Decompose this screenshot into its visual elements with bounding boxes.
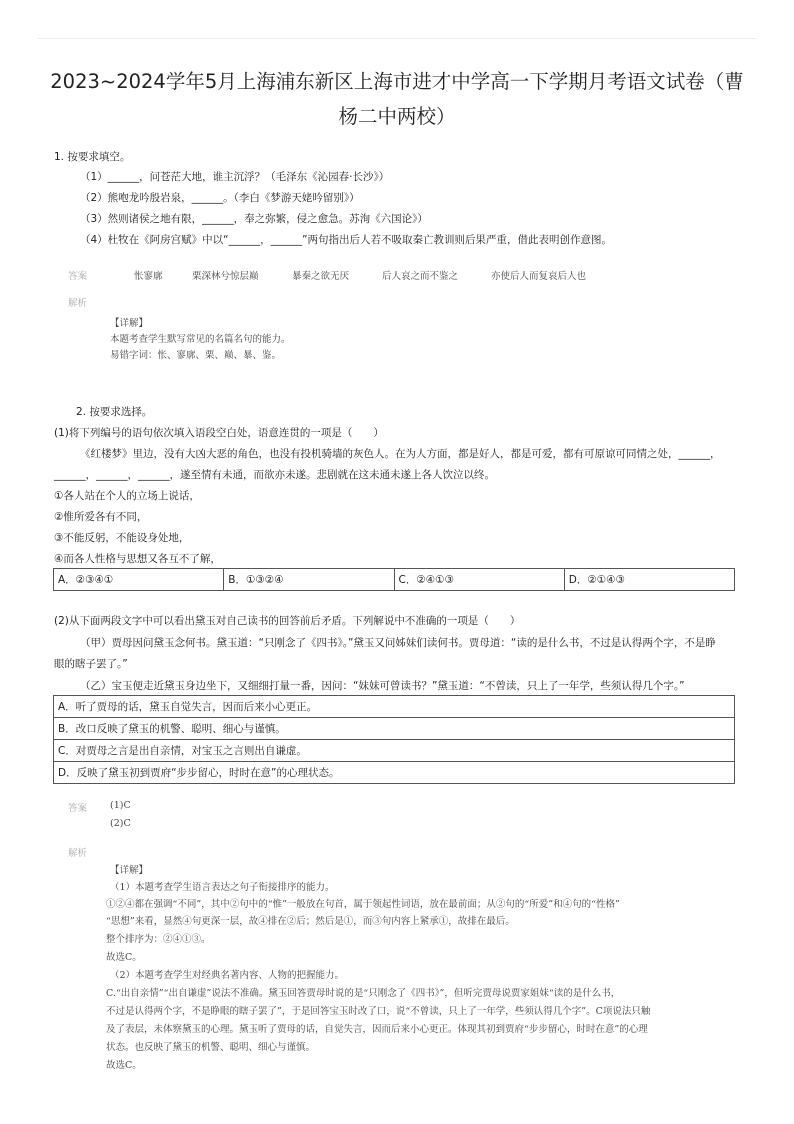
q2-answer-2: (2)C (110, 818, 131, 829)
q2-sub1-item-3: ③不能反躬，不能设身处地， (54, 532, 190, 544)
q2-sub1-item-1: ①各人站在个人的立场上说话， (54, 490, 200, 502)
q2-analysis-label: 解析 (68, 848, 88, 859)
q2-analysis-8: C.“出自亲情”“出自谦虚”说法不准确。黛玉回答贾母时说的是“只刚念了《四书》”，但听完贾母说贾家姐妹“读的是什么书， (106, 988, 621, 999)
q1-answer-2: 栗深林兮惊层巅 (192, 271, 259, 282)
page-title (0, 64, 794, 134)
q2-sub2-passage-1: （甲）贾母因问黛玉念何书。黛玉道：“只刚念了《四书》。”黛玉又问姊妹们读何书。贾母道：“读的是什么书，不过是认得两个字，不是睁 (80, 637, 716, 649)
q2-analysis-11: 状态。也反映了黛玉的机警、聪明、细心与谨慎。 (106, 1042, 316, 1053)
q2-sub1-item-2: ②惟所爱各有不同， (54, 511, 148, 523)
q2-sub1-option-b[interactable]: B．①③②④ (224, 569, 394, 591)
q2-answer-label: 答案 (68, 803, 88, 814)
q2-sub1-passage-1: 《红楼梦》里边，没有大凶大恶的角色，也没有投机骑墙的灰色人。在为人方面，都是好人，都是可爱，都有可原谅可同情之处，______， (80, 448, 721, 460)
q2-sub2-passage-3: （乙）宝玉便走近黛玉身边坐下，又细细打量一番，因问：“妹妹可曾读书？”黛玉道：“不曾读，只上了一年学，些须认得几个字。” (80, 680, 685, 692)
q1-analysis-2: 本题考查学生默写常见的名篇名句的能力。 (110, 334, 291, 345)
q2-sub1-options-table (53, 568, 735, 591)
q2-sub2-option-b[interactable]: B．改口反映了黛玉的机警、聪明、细心与谨慎。 (54, 718, 735, 740)
q1-answer-4: 后人哀之而不鉴之 (382, 271, 459, 282)
q2-analysis-5: 整个排序为：②④①③。 (106, 934, 211, 945)
q2-sub2-option-a[interactable]: A．听了贾母的话，黛玉自觉失言，因而后来小心更正。 (54, 696, 735, 718)
q1-answer-3: 暴秦之欲无厌 (292, 271, 350, 282)
q1-item-2: （2）熊咆龙吟殷岩泉，______。（李白《梦游天姥吟留别》） (80, 192, 360, 204)
q2-sub1-question: (1)将下列编号的语句依次填入语段空白处，语意连贯的一项是（ ） (54, 427, 384, 439)
q2-sub1-option-a[interactable]: A．②③④① (54, 569, 224, 591)
q1-analysis-3: 易错字词：怅、寥廓、栗、巅、暴、鉴。 (110, 350, 282, 361)
q2-sub2-question: (2)从下面两段文字中可以看出黛玉对自己读书的回答前后矛盾。下列解说中不准确的一项是（ ） (54, 615, 521, 627)
q2-analysis-10: 及了表层，未体察黛玉的心理。黛玉听了贾母的话，自觉失言，因而后来小心更正。体现其初到贾府“步步留心，时时在意”的心理 (106, 1024, 648, 1035)
title-line-1: 2023~2024学年5月上海浦东新区上海市进才中学高一下学期月考语文试卷（曹 (50, 70, 744, 93)
q2-analysis-9: 不过是认得两个字，不是睁眼的瞎子罢了”，于是回答宝玉时改了口，说“不曾读，只上了一年学，些须认得几个字”。C项说法只触 (106, 1006, 651, 1017)
q2-analysis-3: ①②④都在强调“不同”，其中②句中的“惟”一般放在句首，属于领起性词语，放在最前面；从②句的“所爱”和④句的“性格” (106, 899, 620, 910)
q2-analysis-12: 故选C。 (106, 1060, 142, 1071)
q2-sub2-options-table (53, 695, 735, 784)
q1-answer-5: 亦使后人而复哀后人也 (491, 271, 587, 282)
q1-item-1: （1）______，问苍茫大地，谁主沉浮？（毛泽东《沁园春·长沙》） (80, 171, 390, 183)
q2-stem: 2. 按要求选择。 (76, 406, 153, 418)
q2-analysis-2: （1）本题考查学生语言表达之句子衔接排序的能力。 (110, 882, 335, 893)
q1-answer-1: 怅寥廓 (134, 271, 163, 282)
q2-sub1-item-4: ④而各人性格与思想又各互不了解， (54, 553, 221, 565)
q1-item-3: （3）然则诸侯之地有限，______，奉之弥繁，侵之愈急。苏洵《六国论》） (80, 213, 428, 225)
q2-sub1-option-d[interactable]: D．②①④③ (564, 569, 734, 591)
q1-item-4: （4）杜牧在《阿房宫赋》中以“______，______”两句指出后人若不吸取秦亡教训则后果严重，借此表明创作意图。 (80, 234, 613, 246)
q2-sub2-option-c[interactable]: C．对贾母之言是出自亲情，对宝玉之言则出自谦虚。 (54, 740, 735, 762)
q1-analysis-1: 【详解】 (110, 318, 149, 329)
q2-answer-1: (1)C (110, 800, 131, 811)
q2-analysis-1: 【详解】 (110, 865, 149, 876)
q2-analysis-7: （2）本题考查学生对经典名著内容、人物的把握能力。 (110, 970, 345, 981)
q2-sub2-option-d[interactable]: D．反映了黛玉初到贾府“步步留心，时时在意”的心理状态。 (54, 762, 735, 784)
q2-sub1-passage-2: ______，______，______，遂至情有未通，而欲亦未遂。悲剧就在这未通未遂上各人饮泣以终。 (54, 469, 495, 481)
q1-answer-label: 答案 (68, 271, 88, 282)
q2-sub1-option-c[interactable]: C．②④①③ (394, 569, 564, 591)
title-line-2: 杨二中两校） (338, 105, 456, 128)
top-rule (38, 38, 756, 39)
q1-stem: 1. 按要求填空。 (54, 151, 131, 163)
q2-analysis-4: “思想”来看，显然④句更深一层，故④排在②后；然后是①，而③句内容上紧承①，故排在最后。 (106, 916, 515, 927)
q2-analysis-6: 故选C。 (106, 952, 142, 963)
q2-sub2-passage-2: 眼的瞎子罢了。” (54, 658, 128, 670)
q1-analysis-label: 解析 (68, 298, 88, 309)
